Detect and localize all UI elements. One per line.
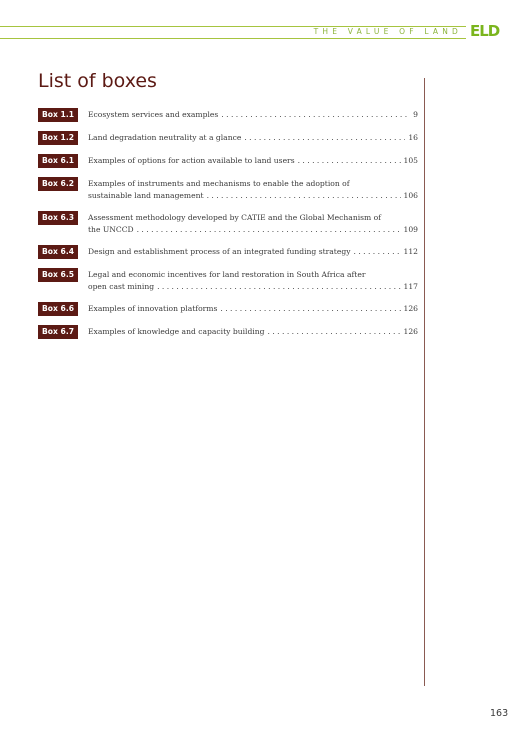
toc-entry[interactable] bbox=[38, 268, 418, 293]
entry-page-number: 9 bbox=[413, 110, 418, 119]
entry-page-number: 109 bbox=[403, 225, 418, 234]
entry-page-number: 126 bbox=[403, 304, 418, 313]
entry-line bbox=[88, 326, 418, 338]
entry-line bbox=[88, 269, 418, 281]
toc-entry[interactable] bbox=[38, 211, 418, 236]
dot-leader bbox=[244, 132, 405, 144]
entry-page-number: 16 bbox=[408, 133, 418, 142]
entry-page-number: 105 bbox=[403, 156, 418, 165]
entry-title: Examples of options for action available to land users bbox=[88, 156, 295, 165]
entry-title: open cast mining bbox=[88, 282, 155, 291]
entry-text bbox=[88, 108, 418, 121]
entry-line bbox=[88, 224, 418, 236]
dot-leader bbox=[220, 303, 400, 315]
entry-text bbox=[88, 154, 418, 167]
list-of-boxes bbox=[38, 108, 418, 348]
box-badge: Box 6.2 bbox=[38, 177, 78, 191]
eld-logo: ELD bbox=[470, 22, 500, 40]
dot-leader bbox=[354, 246, 401, 258]
box-badge: Box 1.2 bbox=[38, 131, 78, 145]
entry-title: sustainable land management bbox=[88, 191, 204, 200]
entry-title: the UNCCD bbox=[88, 225, 134, 234]
box-badge: Box 6.5 bbox=[38, 268, 78, 282]
entry-text bbox=[88, 268, 418, 293]
toc-entry[interactable] bbox=[38, 302, 418, 316]
dot-leader bbox=[207, 190, 401, 202]
header-rule-bottom bbox=[0, 38, 466, 39]
running-header: THE VALUE OF LAND bbox=[313, 27, 462, 36]
entry-line bbox=[88, 178, 418, 190]
entry-title: Examples of knowledge and capacity building bbox=[88, 327, 265, 336]
entry-page-number: 106 bbox=[403, 191, 418, 200]
box-badge: Box 6.1 bbox=[38, 154, 78, 168]
entry-page-number: 126 bbox=[403, 327, 418, 336]
entry-line bbox=[88, 190, 418, 202]
page-title: List of boxes bbox=[38, 70, 157, 92]
entry-page-number: 117 bbox=[403, 282, 418, 291]
toc-entry[interactable] bbox=[38, 154, 418, 168]
entry-title: Land degradation neutrality at a glance bbox=[88, 133, 242, 142]
dot-leader bbox=[221, 109, 410, 121]
entry-line bbox=[88, 303, 418, 315]
entry-title: Assessment methodology developed by CATIE and the Global Mechanism of bbox=[88, 213, 382, 222]
toc-entry[interactable] bbox=[38, 325, 418, 339]
entry-text bbox=[88, 302, 418, 315]
page-number: 163 bbox=[490, 708, 509, 719]
toc-entry[interactable] bbox=[38, 108, 418, 122]
toc-entry[interactable] bbox=[38, 245, 418, 259]
entry-text bbox=[88, 211, 418, 236]
entry-title: Examples of instruments and mechanisms to enable the adoption of bbox=[88, 179, 350, 188]
toc-entry[interactable] bbox=[38, 131, 418, 145]
entry-line bbox=[88, 246, 418, 258]
entry-line bbox=[88, 155, 418, 167]
dot-leader bbox=[298, 155, 401, 167]
box-badge: Box 6.4 bbox=[38, 245, 78, 259]
dot-leader bbox=[268, 326, 401, 338]
box-badge: Box 6.7 bbox=[38, 325, 78, 339]
entry-title: Examples of innovation platforms bbox=[88, 304, 218, 313]
entry-text bbox=[88, 245, 418, 258]
entry-line bbox=[88, 132, 418, 144]
entry-line bbox=[88, 281, 418, 293]
dot-leader bbox=[157, 281, 400, 293]
vertical-divider bbox=[424, 78, 425, 686]
box-badge: Box 6.3 bbox=[38, 211, 78, 225]
entry-title: Ecosystem services and examples bbox=[88, 110, 219, 119]
dot-leader bbox=[137, 224, 401, 236]
entry-text bbox=[88, 325, 418, 338]
entry-title: Design and establishment process of an integrated funding strategy bbox=[88, 247, 351, 256]
entry-line bbox=[88, 109, 418, 121]
entry-page-number: 112 bbox=[403, 247, 418, 256]
entry-line bbox=[88, 212, 418, 224]
box-badge: Box 1.1 bbox=[38, 108, 78, 122]
box-badge: Box 6.6 bbox=[38, 302, 78, 316]
entry-title: Legal and economic incentives for land restoration in South Africa after bbox=[88, 270, 366, 279]
toc-entry[interactable] bbox=[38, 177, 418, 202]
entry-text bbox=[88, 177, 418, 202]
entry-text bbox=[88, 131, 418, 144]
